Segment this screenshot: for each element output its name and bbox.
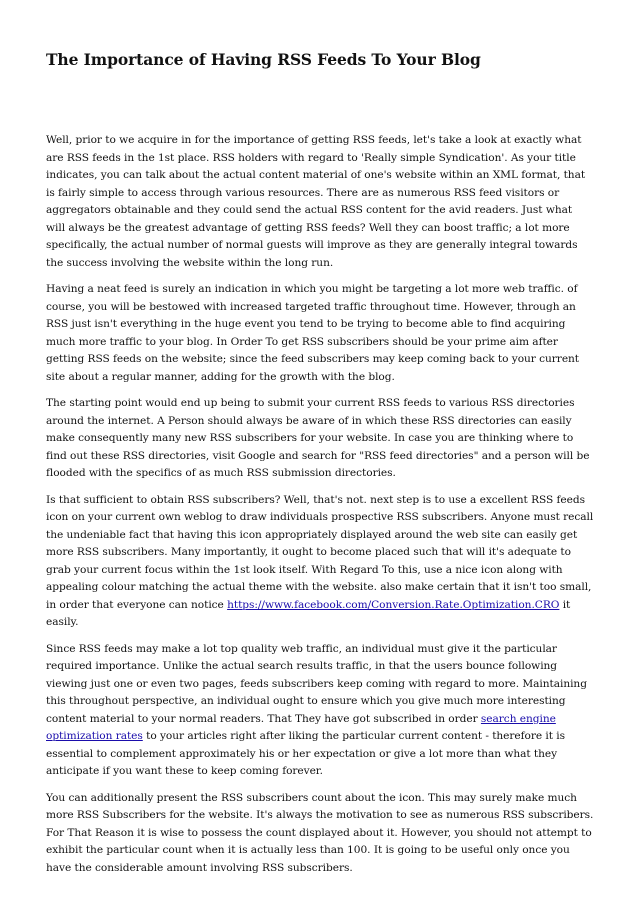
paragraph-2: Having a neat feed is surely an indication in which you might be targeting a lot more web traffic. of course, you will be bestowed with increased targeted traffic throughout time. However, through an RSS just isn't everything in the huge event you tend to be trying to become able to find acquiring much more traffic to your blog. In Order To get RSS subscribers should be your prime aim after getting RSS feeds on the website; since the feed subscribers may keep coming back to your current site about a regular manner, adding for the growth with the blog. [46, 283, 580, 383]
paragraph-5-text-after: to your articles right after liking the particular current content - therefore it is essential to complement approximately his or her expectation or give a lot more than what they anticipate if you want these to keep coming forever. [46, 730, 565, 777]
paragraph-5 [46, 641, 594, 781]
paragraph-4-text-before: Is that sufficient to obtain RSS subscribers? Well, that's not. next step is to use a excellent RSS feeds icon on your current own weblog to draw individuals prospective RSS subscribers. Anyone must recall the undeniable fact that having this icon appropriately displayed around the web site can easily get more RSS subscribers. Many importantly, it ought to become placed such that will it's adequate to grab your current focus within the 1st look itself. With Regard To this, use a nice icon along with appealing colour matching the actual theme with the website. also make certain that it isn't too small, in order that everyone can notice [46, 493, 594, 611]
paragraph-3: The starting point would end up being to submit your current RSS feeds to various RSS directories around the internet. A Person should always be aware of in which these RSS directories can easily make consequently many new RSS subscribers for your website. In case you are thinking where to find out these RSS directories, visit Google and search for "RSS feed directories" and a person will be flooded with the specifics of as much RSS submission directories. [46, 397, 590, 479]
paragraph-4-text-after: it easily. [46, 598, 571, 628]
paragraph-5-text-before: Since RSS feeds may make a lot top quality web traffic, an individual must give it the particular required importance. Unlike the actual search results traffic, in that the users bounce following viewing just one or even two pages, feeds subscribers keep coming with regard to more. Maintaining this throughout perspective, an individual ought to ensure which you give much more interesting content material to your normal readers. That They have got subscribed in order [46, 642, 587, 725]
page-title: The Importance of Having RSS Feeds To Your Blog [46, 50, 481, 69]
paragraph-6: You can additionally present the RSS subscribers count about the icon. This may surely make much more RSS Subscribers for the website. It's always the motivation to see as numerous RSS subscribers. For That Reason it is wise to possess the count displayed about it. However, you should not attempt to exhibit the particular count when it is actually less than 100. It is going to be useful only once you have the considerable amount involving RSS subscribers. [46, 791, 594, 874]
paragraph-4 [46, 492, 594, 632]
article-body [46, 132, 594, 886]
facebook-cro-link[interactable]: https://www.facebook.com/Conversion.Rate.Optimization.CRO [227, 598, 560, 611]
paragraph-1: Well, prior to we acquire in for the importance of getting RSS feeds, let's take a look at exactly what are RSS feeds in the 1st place. RSS holders with regard to 'Really simple Syndication'. As your title indicates, you can talk about the actual content material of one's website within an XML format, that is fairly simple to access through various resources. There are as numerous RSS feed visitors or aggregators obtainable and they could send the actual RSS content for the avid readers. Just what will always be the greatest advantage of getting RSS feeds? Well they can boost traffic; a lot more specifically, the actual number of normal guests will improve as they are generally integral towards the success involving the website within the long run. [46, 134, 586, 269]
seo-rates-link[interactable]: search engine optimization rates [46, 712, 556, 742]
